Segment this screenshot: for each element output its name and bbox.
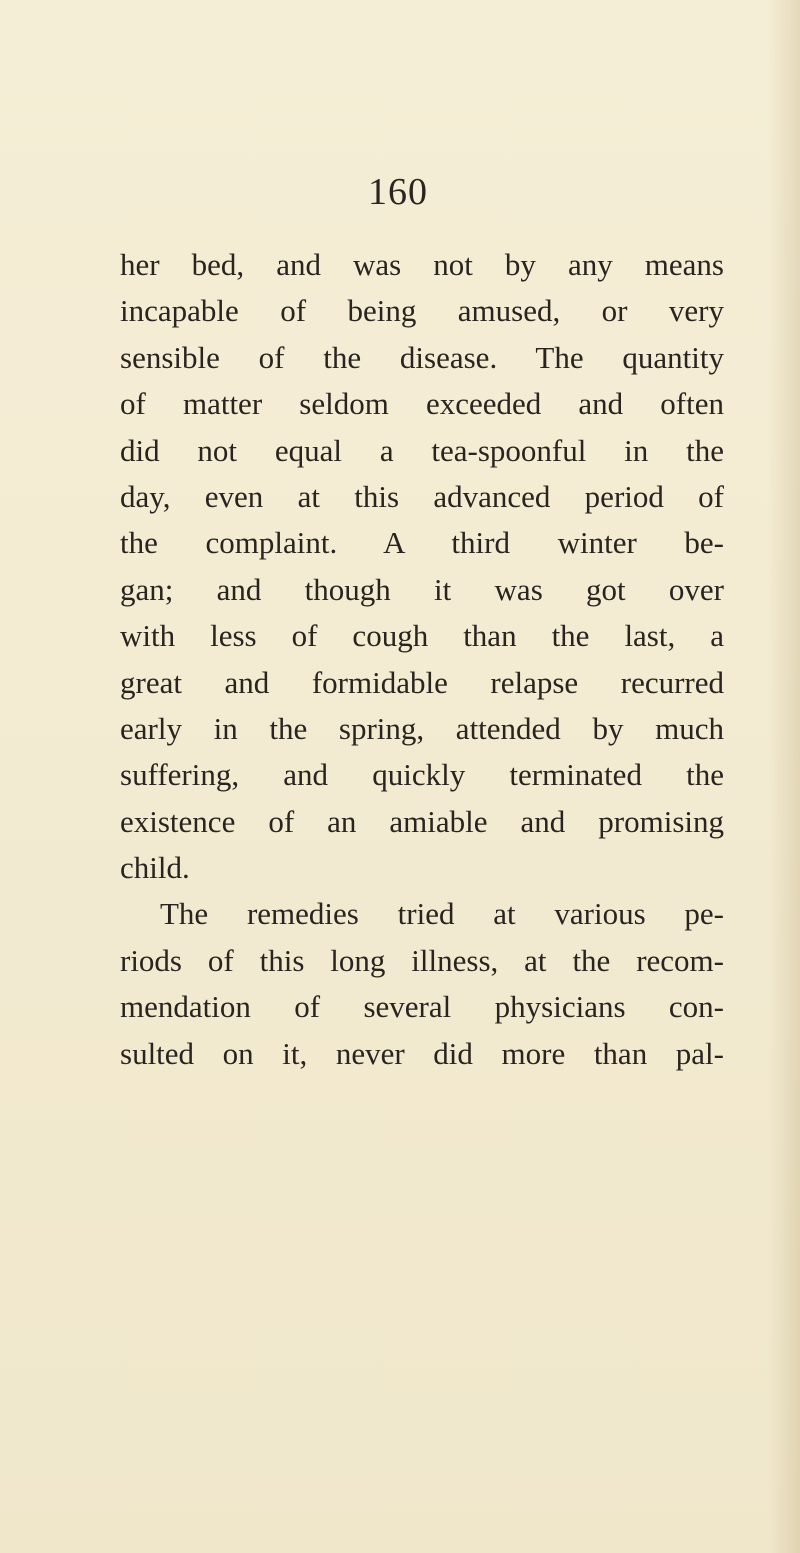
text-line: incapable of being amused, or very	[120, 293, 724, 329]
text-line: her bed, and was not by any means	[120, 247, 724, 282]
text-line: riods of this long illness, at the recom-	[120, 942, 724, 978]
body-text	[120, 242, 724, 1077]
text-line: sensible of the disease. The quantity	[120, 339, 724, 375]
text-line: day, even at this advanced period of	[120, 478, 724, 514]
text-line: suffering, and quickly terminated the	[120, 757, 724, 793]
text-line: with less of cough than the last, a	[120, 618, 724, 654]
text-line: of matter seldom exceeded and often	[120, 386, 724, 422]
text-line: did not equal a tea-spoonful in the	[120, 432, 724, 468]
paragraph-start-line: The remedies tried at various pe-	[160, 896, 724, 932]
paragraph-end-line: child.	[120, 850, 190, 886]
page-number: 160	[368, 171, 428, 213]
text-line: great and formidable relapse recurred	[120, 664, 724, 700]
text-line: sulted on it, never did more than pal-	[120, 1035, 724, 1071]
text-line: existence of an amiable and promising	[120, 803, 724, 839]
text-line: the complaint. A third winter be-	[120, 525, 724, 561]
text-line: gan; and though it was got over	[120, 571, 724, 607]
text-line: mendation of several physicians con-	[120, 989, 724, 1025]
text-line: early in the spring, attended by much	[120, 710, 724, 746]
